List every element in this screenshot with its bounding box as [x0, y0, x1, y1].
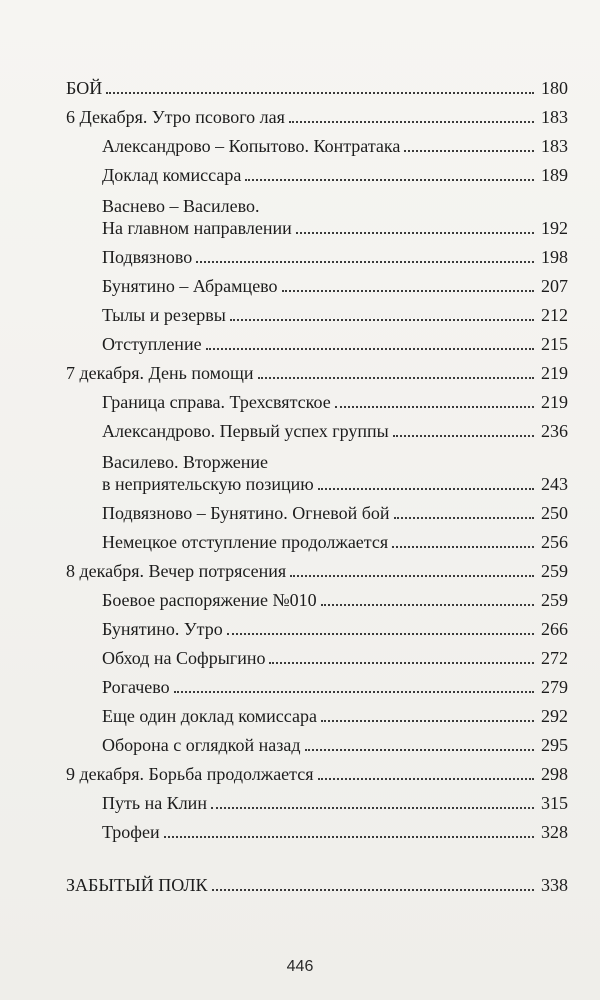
toc-entry-page: 243: [541, 474, 568, 494]
toc-entry-page: 219: [541, 392, 568, 412]
toc-subentry: [66, 268, 568, 297]
toc-entry-title: Тылы и резервы: [102, 305, 226, 325]
toc-entry-title: Боевое распоряжение №010: [102, 590, 317, 610]
toc-entry-title: Подвязново: [102, 247, 193, 267]
toc-subentry: [66, 698, 568, 727]
toc-entry-page: 250: [541, 503, 568, 523]
dot-leader: [174, 691, 534, 693]
toc-entry-title: 7 декабря. День помощи: [66, 363, 254, 383]
toc-entry-page: 180: [541, 78, 568, 98]
dot-leader: [305, 749, 534, 751]
dot-leader: [282, 290, 534, 292]
page-number: 446: [286, 958, 314, 975]
toc-subentry: [66, 582, 568, 611]
toc-entry-title: 9 декабря. Борьба продолжается: [66, 764, 314, 784]
toc-subentry: [66, 186, 568, 239]
toc-entry-page: 259: [541, 590, 568, 610]
toc-entry-title: Немецкое отступление продолжается: [102, 532, 389, 552]
toc-entry: [66, 70, 568, 99]
toc-entry-page: 256: [541, 532, 568, 552]
dot-leader: [296, 232, 534, 234]
toc-subentry: [66, 669, 568, 698]
dot-leader: [335, 406, 534, 408]
dot-leader: [318, 488, 534, 490]
toc-subentry: [66, 413, 568, 442]
dot-leader: [269, 662, 534, 664]
toc-subentry: [66, 727, 568, 756]
toc-entry: [66, 355, 568, 384]
toc-subentry: [66, 239, 568, 268]
toc-entry: [66, 99, 568, 128]
dot-leader: [206, 348, 534, 350]
toc-entry-page: 215: [541, 334, 568, 354]
toc-subentry: [66, 384, 568, 413]
toc-entry-page: 272: [541, 648, 568, 668]
toc-entry-title: Оборона с оглядкой назад: [102, 735, 301, 755]
toc-entry-page: 219: [541, 363, 568, 383]
dot-leader: [404, 150, 534, 152]
toc-entry-page: 192: [541, 218, 568, 238]
dot-leader: [258, 377, 534, 379]
toc-entry-title: [102, 451, 314, 495]
toc-entry-title: Трофеи: [102, 822, 160, 842]
toc-entry-title: 8 декабря. Вечер потрясения: [66, 561, 287, 581]
dot-leader: [106, 92, 534, 94]
toc-entry-title-line: Васнево – Василево.: [102, 196, 260, 216]
toc-entry-title: 6 Декабря. Утро псового лая: [66, 107, 285, 127]
toc-entry-title: Обход на Софрыгино: [102, 648, 266, 668]
toc-entry-page: 266: [541, 619, 568, 639]
toc-entry-title: БОЙ: [66, 78, 103, 98]
dot-leader: [394, 517, 534, 519]
toc-entry-page: 183: [541, 107, 568, 127]
dot-leader: [211, 807, 534, 809]
toc-subentry: [66, 326, 568, 355]
toc-entry-title: Еще один доклад комиссара: [102, 706, 317, 726]
dot-leader: [164, 836, 534, 838]
toc-entry-page: 279: [541, 677, 568, 697]
toc-subentry: [66, 640, 568, 669]
toc-subentry: [66, 495, 568, 524]
toc-entry-title-line: в неприятельскую позицию: [102, 474, 314, 494]
toc-entry-page: 236: [541, 421, 568, 441]
toc-entry-title: Доклад комиссара: [102, 165, 242, 185]
toc-entry-title: Бунятино. Утро: [102, 619, 223, 639]
toc-entry-title: [102, 195, 292, 239]
dot-leader: [290, 575, 534, 577]
toc-entry-title: Рогачево: [102, 677, 170, 697]
toc-entry-title: Александрово. Первый успех группы: [102, 421, 389, 441]
dot-leader: [321, 720, 534, 722]
toc-entry-page: 338: [541, 875, 568, 895]
toc-entry-title: ЗАБЫТЫЙ ПОЛК: [66, 875, 208, 895]
toc-entry-title: Граница справа. Трехсвятское: [102, 392, 331, 412]
toc-entry-page: 183: [541, 136, 568, 156]
table-of-contents: [66, 70, 568, 896]
dot-leader: [289, 121, 534, 123]
dot-leader: [318, 778, 534, 780]
toc-subentry: [66, 297, 568, 326]
dot-leader: [393, 435, 534, 437]
toc-entry-page: 189: [541, 165, 568, 185]
dot-leader: [230, 319, 534, 321]
toc-subentry: [66, 611, 568, 640]
toc-subentry: [66, 157, 568, 186]
dot-leader: [321, 604, 534, 606]
toc-entry-title: Отступление: [102, 334, 202, 354]
toc-entry-title: Александрово – Копытово. Контратака: [102, 136, 401, 156]
toc-entry-page: 295: [541, 735, 568, 755]
toc-subentry: [66, 814, 568, 843]
toc-entry-page: 207: [541, 276, 568, 296]
toc-subentry: [66, 524, 568, 553]
dot-leader: [392, 546, 534, 548]
toc-entry-title: Подвязново – Бунятино. Огневой бой: [102, 503, 390, 523]
toc-entry-title: Путь на Клин: [102, 793, 207, 813]
toc-entry-title: Бунятино – Абрамцево: [102, 276, 278, 296]
dot-leader: [212, 889, 534, 891]
toc-entry: [66, 867, 568, 896]
toc-entry: [66, 553, 568, 582]
toc-entry-page: 298: [541, 764, 568, 784]
toc-entry-title-line: Василево. Вторжение: [102, 452, 269, 472]
dot-leader: [245, 179, 534, 181]
dot-leader: [227, 633, 534, 635]
toc-entry-page: 315: [541, 793, 568, 813]
toc-entry-page: 198: [541, 247, 568, 267]
toc-subentry: [66, 442, 568, 495]
toc-subentry: [66, 128, 568, 157]
toc-subentry: [66, 785, 568, 814]
toc-entry-page: 259: [541, 561, 568, 581]
toc-entry: [66, 756, 568, 785]
toc-entry-page: 212: [541, 305, 568, 325]
toc-entry-page: 292: [541, 706, 568, 726]
toc-entry-title-line: На главном направлении: [102, 218, 292, 238]
dot-leader: [196, 261, 534, 263]
toc-entry-page: 328: [541, 822, 568, 842]
